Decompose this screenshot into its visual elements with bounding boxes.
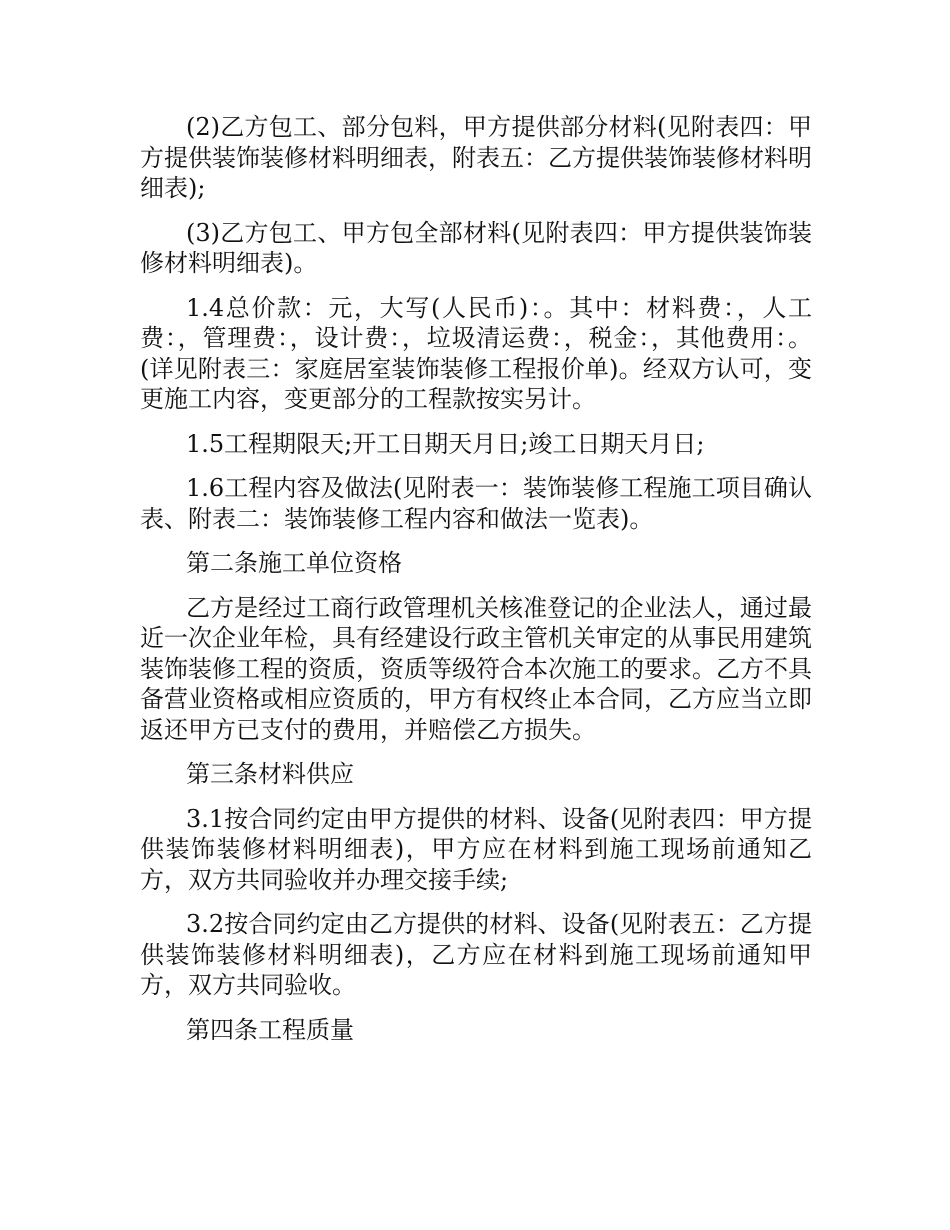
- paragraph-project-content: 1.6工程内容及做法(见附表一：装饰装修工程施工项目确认表、附表二：装饰装修工程内容和做法一览表)。: [140, 474, 812, 533]
- paragraph-total-price: 1.4总价款：元，大写(人民币)：。其中：材料费：，人工费：，管理费：，设计费：，垃圾清运费：，税金：，其他费用：。(详见附表三：家庭居室装饰装修工程报价单)。经双方认可，变更施工内容，变更部分的工程款按实另计。: [140, 293, 812, 413]
- paragraph-contract-mode-2: (2)乙方包工、部分包料，甲方提供部分材料(见附表四：甲方提供装饰装修材料明细表，附表五：乙方提供装饰装修材料明细表);: [140, 113, 812, 202]
- paragraph-contractor-qualification: 乙方是经过工商行政管理机关核准登记的企业法人，通过最近一次企业年检，具有经建设行政主管机关审定的从事民用建筑装饰装修工程的资质，资质等级符合本次施工的要求。乙方不具备营业资格或相应资质的，甲方有权终止本合同，乙方应当立即返还甲方已支付的费用，并赔偿乙方损失。: [140, 593, 812, 744]
- paragraph-project-period: 1.5工程期限天;开工日期天月日;竣工日期天月日;: [186, 429, 705, 458]
- document-body: [140, 112, 812, 1059]
- paragraph-contract-mode-3: (3)乙方包工、甲方包全部材料(见附表四：甲方提供装饰装修材料明细表)。: [140, 218, 812, 277]
- section-heading-article-2: 第二条施工单位资格: [186, 549, 402, 577]
- paragraph-material-supply-3-1: 3.1按合同约定由甲方提供的材料、设备(见附表四：甲方提供装饰装修材料明细表)，甲方应在材料到施工现场前通知乙方，双方共同验收并办理交接手续;: [140, 804, 812, 894]
- paragraph-material-supply-3-2: 3.2按合同约定由乙方提供的材料、设备(见附表五：乙方提供装饰装修材料明细表)，乙方应在材料到施工现场前通知甲方，双方共同验收。: [140, 910, 812, 999]
- section-heading-article-3: 第三条材料供应: [186, 760, 354, 788]
- section-heading-article-4: 第四条工程质量: [186, 1015, 354, 1044]
